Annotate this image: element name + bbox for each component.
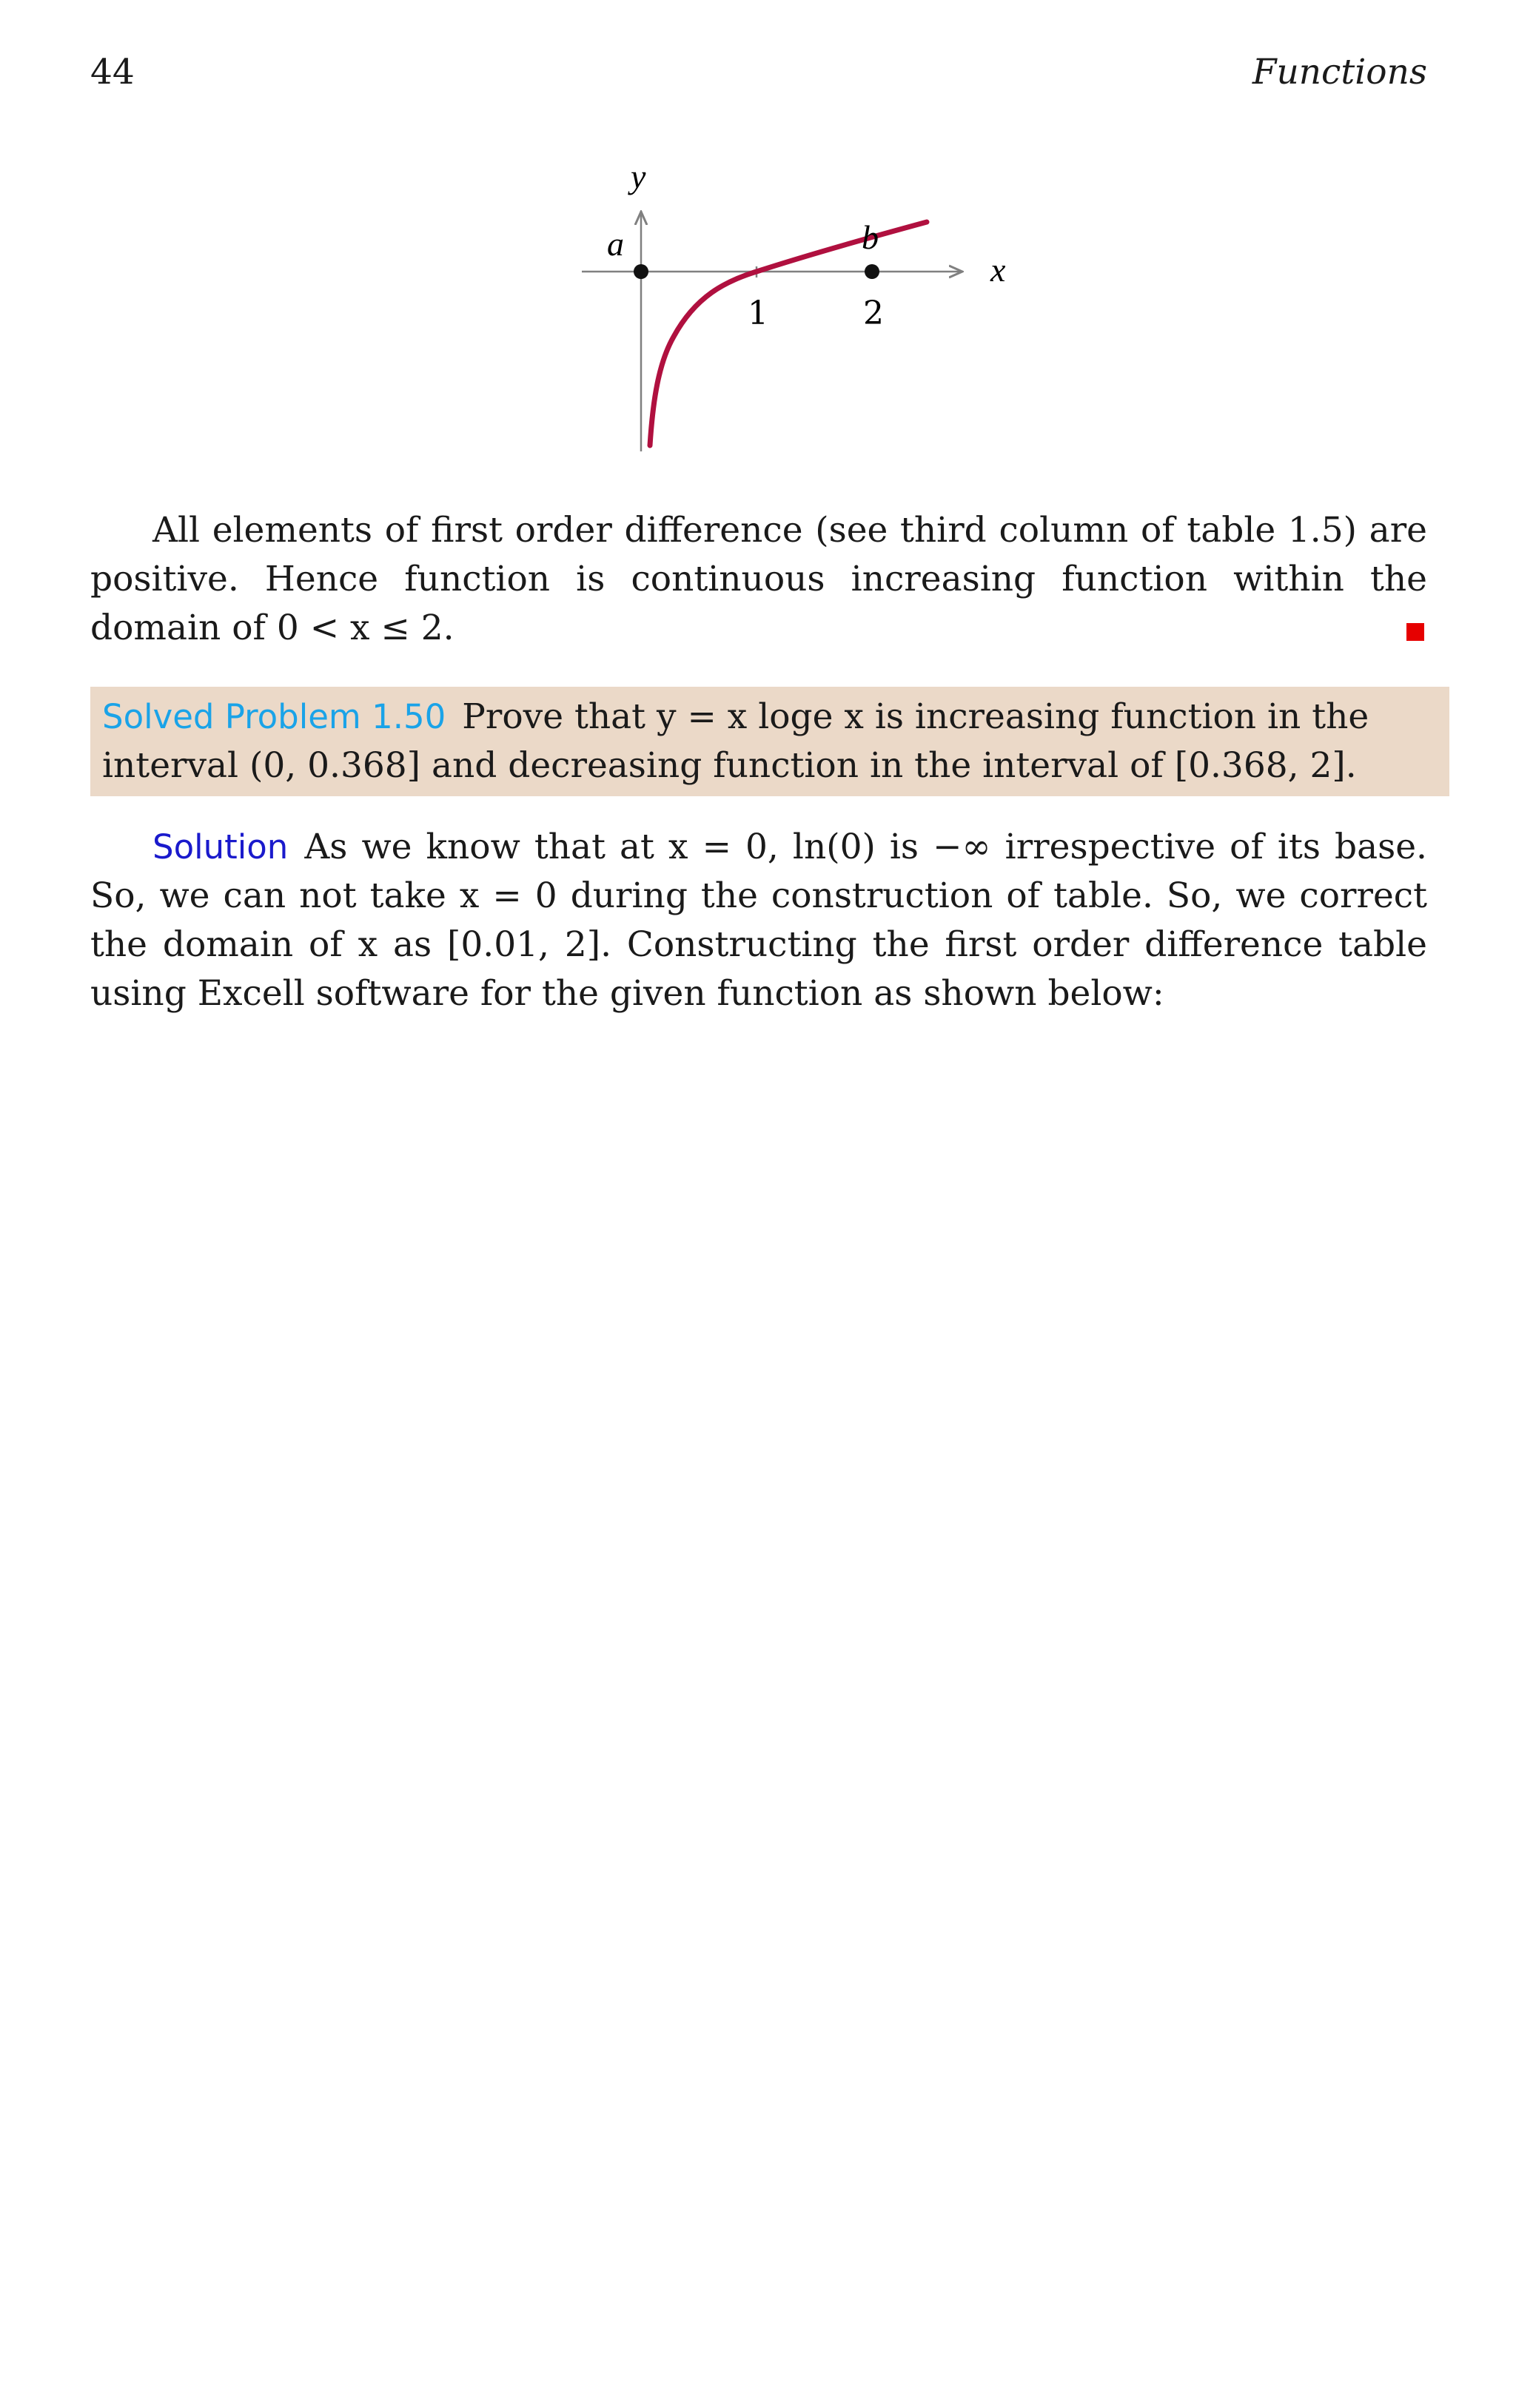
problem-statement: Prove that y = x loge x is increasing function in the interval (0, 0.368] and decreasing function in the interval of [0.368, 2].	[102, 696, 1369, 786]
problem-label: Solved Problem 1.50	[102, 697, 446, 736]
paragraph-continuity: All elements of first order difference (see third column of table 1.5) are positive. Hence function is continuous increasing function within the domain of 0 < x ≤ 2.	[90, 510, 1427, 648]
point-b-label: b	[862, 218, 879, 256]
solved-problem-box	[90, 687, 1449, 796]
solution-paragraph	[90, 823, 1427, 1018]
point-b-dot	[865, 264, 879, 279]
point-a-dot	[634, 264, 648, 279]
running-title: Functions	[1252, 52, 1427, 93]
x-axis-label: x	[990, 251, 1006, 289]
point-a-label: a	[607, 225, 624, 263]
solution-label: Solution	[152, 827, 289, 867]
page-number: 44	[90, 52, 135, 93]
page-header	[90, 52, 1427, 104]
log-curve	[650, 222, 927, 445]
tick-2-label: 2	[863, 295, 884, 332]
log-graph	[563, 148, 1066, 459]
tick-1-label: 1	[748, 295, 768, 332]
log-function-figure	[563, 148, 1066, 459]
y-axis-label: y	[631, 158, 646, 195]
qed-square-icon	[1406, 623, 1424, 641]
solution-text: As we know that at x = 0, ln(0) is −∞ irrespective of its base. So, we can not take x = 0 during the construction of table. So, we correct the domain of x as [0.01, 2]. Constructing the first order difference table using Excell software for the given function as shown below:	[90, 827, 1427, 1014]
solved-problem-text	[102, 693, 1435, 790]
